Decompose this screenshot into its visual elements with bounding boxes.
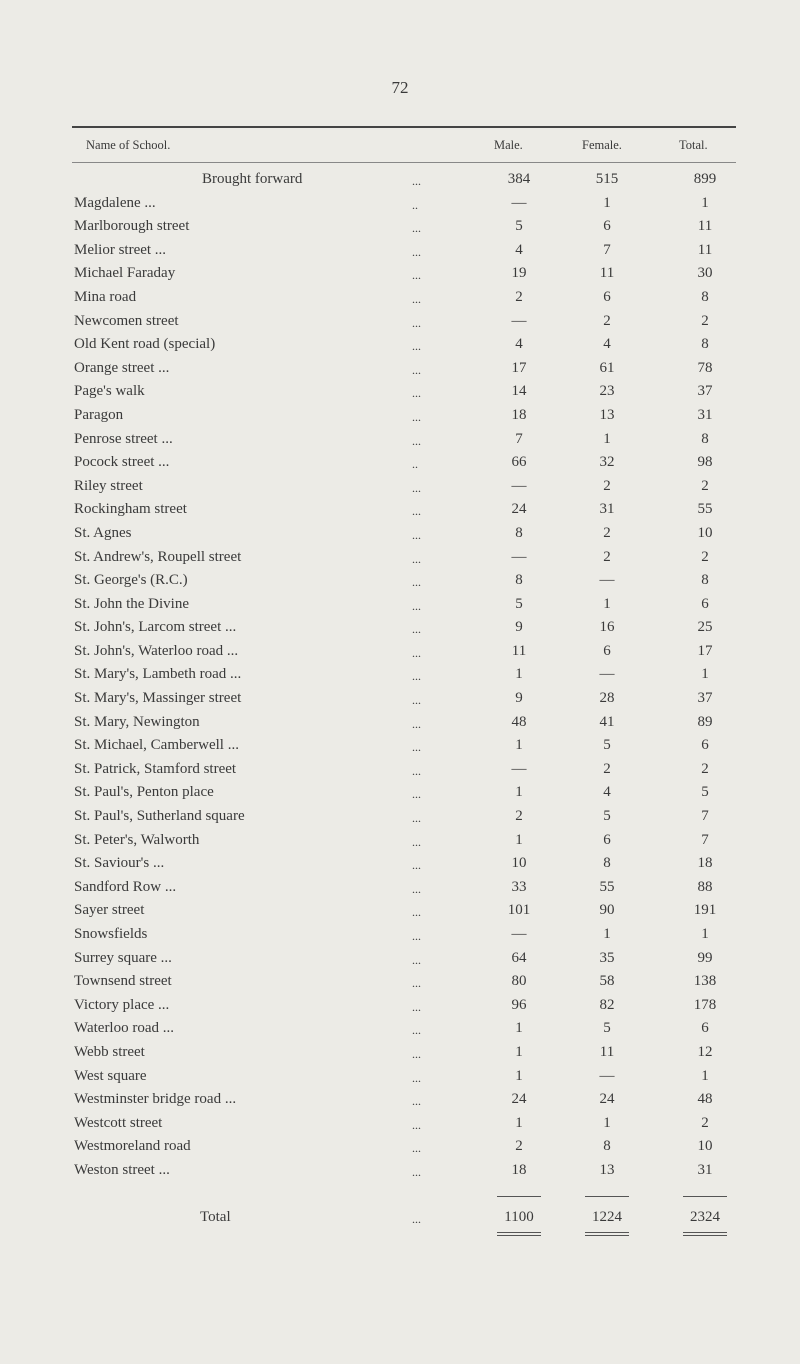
male-count: 66 <box>511 454 527 471</box>
school-name: Pocock street ... <box>74 454 170 471</box>
total-label: Total <box>200 1208 231 1225</box>
table-row <box>72 261 736 285</box>
school-name: Mina road <box>74 288 137 305</box>
female-count: 16 <box>599 619 615 636</box>
leader-dots: ... <box>412 645 421 660</box>
total-count: 7 <box>701 831 709 848</box>
table-row <box>72 521 736 545</box>
school-name: Sayer street <box>74 902 145 919</box>
leader-dots: ... <box>412 598 421 613</box>
male-count: 10 <box>511 855 527 872</box>
male-count: 18 <box>511 1161 527 1178</box>
table-row <box>72 592 736 616</box>
female-count: 2 <box>603 548 611 565</box>
leader-dots: ... <box>412 787 421 802</box>
table-row <box>72 710 736 734</box>
school-name: St. John's, Waterloo road ... <box>74 642 239 659</box>
school-name: St. John's, Larcom street ... <box>74 619 237 636</box>
double-rule-total <box>683 1232 727 1236</box>
female-count: 6 <box>603 218 611 235</box>
leader-dots: ... <box>412 386 421 401</box>
female-count: 58 <box>599 973 615 990</box>
leader-dots: ... <box>412 527 421 542</box>
leader-dots: ... <box>412 716 421 731</box>
female-count: — <box>599 1067 615 1084</box>
table-row <box>72 379 736 403</box>
school-name: St. Mary's, Massinger street <box>74 690 242 707</box>
leader-dots: ... <box>412 551 421 566</box>
male-count: 24 <box>511 1091 527 1108</box>
male-count: 4 <box>515 336 523 353</box>
male-count: — <box>511 760 527 777</box>
school-name: Orange street ... <box>74 359 170 376</box>
table-row <box>72 332 736 356</box>
total-female: 1224 <box>592 1208 622 1225</box>
table-row <box>72 1158 736 1182</box>
school-name: St. Mary, Newington <box>74 713 200 730</box>
leader-dots: ... <box>412 339 421 354</box>
school-name: St. Agnes <box>74 524 132 541</box>
male-count: 2 <box>515 1138 523 1155</box>
table-row <box>72 851 736 875</box>
table-row <box>72 214 736 238</box>
total-count: 2 <box>701 477 709 494</box>
total-count: 191 <box>693 902 717 919</box>
male-count: 14 <box>511 383 527 400</box>
male-count: 5 <box>515 595 523 612</box>
male-count: 1 <box>515 737 523 754</box>
double-rule-male <box>497 1232 541 1236</box>
female-count: 28 <box>599 690 615 707</box>
total-count: 7 <box>701 808 709 825</box>
total-count: 17 <box>697 642 713 659</box>
table-row <box>72 403 736 427</box>
female-count: 6 <box>603 831 611 848</box>
school-name: Penrose street ... <box>74 430 173 447</box>
leader-dots: .. <box>412 457 418 472</box>
sum-rule-male <box>497 1196 541 1197</box>
leader-dots: ... <box>412 999 421 1014</box>
female-count: 4 <box>603 784 611 801</box>
school-name: St. Saviour's ... <box>74 855 165 872</box>
school-name: Victory place ... <box>74 996 170 1013</box>
total-count: 78 <box>697 359 713 376</box>
total-count: 11 <box>697 218 713 235</box>
table-row <box>72 969 736 993</box>
female-count: 41 <box>599 713 615 730</box>
male-count: — <box>511 477 527 494</box>
male-count: — <box>511 312 527 329</box>
leader-dots: ... <box>412 174 421 188</box>
male-count: 8 <box>515 572 523 589</box>
total-male: 1100 <box>504 1208 534 1225</box>
table-row <box>72 545 736 569</box>
female-count: — <box>599 666 615 683</box>
leader-dots: ... <box>412 881 421 896</box>
leader-dots: ... <box>412 575 421 590</box>
school-name: Old Kent road (special) <box>74 336 216 353</box>
leader-dots: ... <box>412 622 421 637</box>
female-count: 11 <box>599 265 615 282</box>
leader-dots: ... <box>412 693 421 708</box>
school-name: Brought forward <box>202 171 303 187</box>
table-row <box>72 309 736 333</box>
leader-dots: ... <box>412 834 421 849</box>
total-count: 25 <box>697 619 713 636</box>
total-count: 2 <box>701 312 709 329</box>
male-count: 33 <box>511 878 527 895</box>
total-count: 899 <box>693 171 717 187</box>
total-count: 1 <box>701 194 709 211</box>
school-name: Webb street <box>74 1043 145 1060</box>
school-name: St. Paul's, Sutherland square <box>74 808 245 825</box>
table-row <box>72 898 736 922</box>
total-count: 99 <box>697 949 713 966</box>
leader-dots: .. <box>412 197 418 212</box>
leader-dots: ... <box>412 1023 421 1038</box>
male-count: 17 <box>511 359 527 376</box>
leader-dots: ... <box>412 858 421 873</box>
total-total: 2324 <box>690 1208 720 1225</box>
school-name: Westmoreland road <box>74 1138 191 1155</box>
table-row <box>72 497 736 521</box>
female-count: 8 <box>603 1138 611 1155</box>
double-rule-female <box>585 1232 629 1236</box>
female-count: 24 <box>599 1091 615 1108</box>
female-count: 1 <box>603 926 611 942</box>
school-name: Melior street ... <box>74 241 167 258</box>
total-count: 89 <box>697 713 713 730</box>
total-count: 1 <box>701 926 709 942</box>
leader-dots: ... <box>412 362 421 377</box>
school-name: Marlborough street <box>74 218 190 235</box>
school-name: Magdalene ... <box>74 194 156 211</box>
total-count: 18 <box>697 855 713 872</box>
female-count: 82 <box>599 996 615 1013</box>
leader-dots: ... <box>412 291 421 306</box>
male-count: 1 <box>515 831 523 848</box>
page-number: 72 <box>391 78 409 97</box>
table-header <box>72 128 736 163</box>
female-count: 23 <box>599 383 615 400</box>
leader-dots: ... <box>412 1164 421 1179</box>
leader-dots: ... <box>412 976 421 991</box>
school-name: Page's walk <box>74 383 145 400</box>
female-count: 35 <box>599 949 615 966</box>
total-count: 11 <box>697 241 713 258</box>
table-row <box>72 356 736 380</box>
total-count: 31 <box>697 1161 713 1178</box>
school-name: Sandford Row ... <box>74 878 177 895</box>
school-table <box>72 126 736 1240</box>
male-count: 7 <box>515 430 523 447</box>
header-name: Name of School. <box>86 138 171 152</box>
male-count: — <box>511 194 527 211</box>
female-count: 6 <box>603 642 611 659</box>
male-count: 24 <box>511 501 527 518</box>
total-count: 88 <box>697 878 713 895</box>
table-row <box>72 922 736 946</box>
male-count: 8 <box>515 524 523 541</box>
leader-dots: ... <box>412 504 421 519</box>
female-count: 4 <box>603 336 611 353</box>
header-female: Female. <box>582 138 622 152</box>
male-count: 1 <box>515 1114 523 1131</box>
total-count: 2 <box>701 548 709 565</box>
school-name: Waterloo road ... <box>74 1020 175 1037</box>
total-count: 178 <box>693 996 717 1013</box>
table-row <box>72 238 736 262</box>
table-row <box>72 639 736 663</box>
leader-dots: ... <box>412 669 421 684</box>
school-name: St. Patrick, Stamford street <box>74 760 237 777</box>
school-name: Weston street ... <box>74 1161 170 1178</box>
total-row <box>72 1182 736 1240</box>
total-count: 1 <box>701 1067 709 1084</box>
leader-dots: ... <box>412 952 421 967</box>
male-count: 80 <box>511 973 527 990</box>
table-row <box>72 1134 736 1158</box>
school-name: St. Mary's, Lambeth road ... <box>74 666 242 683</box>
sum-rule-female <box>585 1196 629 1197</box>
school-name: St. John the Divine <box>74 595 189 612</box>
table-row <box>72 568 736 592</box>
table-body <box>72 167 736 1182</box>
total-count: 6 <box>701 595 709 612</box>
school-name: St. Paul's, Penton place <box>74 784 214 801</box>
school-name: St. George's (R.C.) <box>74 572 188 589</box>
school-name: Westcott street <box>74 1114 163 1131</box>
leader-dots: ... <box>412 1070 421 1085</box>
female-count: 13 <box>599 406 615 423</box>
table-row <box>72 1087 736 1111</box>
male-count: — <box>511 926 527 942</box>
female-count: 1 <box>603 194 611 211</box>
school-name: Riley street <box>74 477 143 494</box>
school-name: St. Andrew's, Roupell street <box>74 548 242 565</box>
female-count: 61 <box>599 359 615 376</box>
female-count: 5 <box>603 1020 611 1037</box>
total-count: 12 <box>697 1043 713 1060</box>
female-count: 13 <box>599 1161 615 1178</box>
header-total: Total. <box>679 138 708 152</box>
male-count: 96 <box>511 996 527 1013</box>
female-count: — <box>599 572 615 589</box>
male-count: 64 <box>511 949 527 966</box>
female-count: 8 <box>603 855 611 872</box>
table-row <box>72 1016 736 1040</box>
leader-dots: ... <box>412 244 421 259</box>
total-count: 8 <box>701 430 709 447</box>
leader-dots: ... <box>412 929 421 943</box>
school-name: Paragon <box>74 406 124 423</box>
sum-rule-total <box>683 1196 727 1197</box>
leader-dots: ... <box>412 740 421 755</box>
school-name: Surrey square ... <box>74 949 172 966</box>
male-count: 9 <box>515 619 523 636</box>
school-name: Newcomen street <box>74 312 179 329</box>
total-count: 55 <box>697 501 713 518</box>
table-row <box>72 662 736 686</box>
total-count: 8 <box>701 288 709 305</box>
male-count: 19 <box>511 265 527 282</box>
male-count: 2 <box>515 808 523 825</box>
school-name: Westminster bridge road ... <box>74 1091 237 1108</box>
female-count: 90 <box>599 902 615 919</box>
table-row <box>72 757 736 781</box>
school-name: Snowsfields <box>74 926 148 942</box>
table-row <box>72 828 736 852</box>
leader-dots: ... <box>412 221 421 236</box>
school-name: Townsend street <box>74 973 172 990</box>
leader-dots: ... <box>412 1094 421 1109</box>
table-row <box>72 615 736 639</box>
total-count: 31 <box>697 406 713 423</box>
table-row <box>72 1111 736 1135</box>
total-count: 5 <box>701 784 709 801</box>
female-count: 515 <box>595 171 619 187</box>
female-count: 2 <box>603 312 611 329</box>
total-count: 2 <box>701 760 709 777</box>
leader-dots: ... <box>412 1046 421 1061</box>
school-name: St. Michael, Camberwell ... <box>74 737 239 754</box>
total-count: 1 <box>701 666 709 683</box>
female-count: 2 <box>603 760 611 777</box>
table-row <box>72 450 736 474</box>
leader-dots: ... <box>412 811 421 826</box>
table-row <box>72 733 736 757</box>
male-count: 11 <box>511 642 527 659</box>
leader-dots: ... <box>412 268 421 283</box>
female-count: 2 <box>603 524 611 541</box>
total-count: 8 <box>701 572 709 589</box>
school-name: West square <box>74 1067 147 1084</box>
female-count: 7 <box>603 241 611 258</box>
table-row <box>72 167 736 191</box>
male-count: 9 <box>515 690 523 707</box>
leader-dots: ... <box>412 480 421 495</box>
male-count: — <box>511 548 527 565</box>
female-count: 31 <box>599 501 615 518</box>
total-count: 6 <box>701 1020 709 1037</box>
table-row <box>72 780 736 804</box>
leader-dots: ... <box>412 315 421 330</box>
male-count: 5 <box>515 218 523 235</box>
table-row <box>72 427 736 451</box>
total-count: 37 <box>697 383 713 400</box>
leader-dots: ... <box>412 409 421 424</box>
table-row <box>72 191 736 215</box>
male-count: 2 <box>515 288 523 305</box>
school-name: Michael Faraday <box>74 265 176 282</box>
male-count: 1 <box>515 1067 523 1084</box>
female-count: 5 <box>603 737 611 754</box>
total-count: 30 <box>697 265 713 282</box>
table-row <box>72 686 736 710</box>
male-count: 1 <box>515 784 523 801</box>
total-count: 138 <box>693 973 717 990</box>
table-row <box>72 875 736 899</box>
male-count: 384 <box>507 171 531 187</box>
male-count: 1 <box>515 1043 523 1060</box>
male-count: 1 <box>515 1020 523 1037</box>
female-count: 2 <box>603 477 611 494</box>
total-count: 37 <box>697 690 713 707</box>
female-count: 1 <box>603 430 611 447</box>
total-count: 10 <box>697 1138 713 1155</box>
female-count: 1 <box>603 1114 611 1131</box>
female-count: 11 <box>599 1043 615 1060</box>
total-count: 8 <box>701 336 709 353</box>
table-row <box>72 1040 736 1064</box>
table-row <box>72 946 736 970</box>
total-count: 98 <box>697 454 713 471</box>
male-count: 4 <box>515 241 523 258</box>
school-name: St. Peter's, Walworth <box>74 831 200 848</box>
table-row <box>72 474 736 498</box>
leader-dots: ... <box>412 763 421 778</box>
table-row <box>72 1064 736 1088</box>
leader-dots: ... <box>412 1117 421 1132</box>
male-count: 1 <box>515 666 523 683</box>
total-count: 6 <box>701 737 709 754</box>
total-dots: ... <box>412 1211 421 1226</box>
table-row <box>72 804 736 828</box>
leader-dots: ... <box>412 433 421 448</box>
table-row <box>72 285 736 309</box>
school-name: Rockingham street <box>74 501 187 518</box>
female-count: 1 <box>603 595 611 612</box>
total-count: 10 <box>697 524 713 541</box>
female-count: 55 <box>599 878 615 895</box>
female-count: 32 <box>599 454 615 471</box>
male-count: 48 <box>511 713 527 730</box>
header-male: Male. <box>494 138 523 152</box>
female-count: 5 <box>603 808 611 825</box>
male-count: 101 <box>507 902 531 919</box>
male-count: 18 <box>511 406 527 423</box>
total-count: 2 <box>701 1114 709 1131</box>
total-count: 48 <box>697 1091 713 1108</box>
female-count: 6 <box>603 288 611 305</box>
table-row <box>72 993 736 1017</box>
leader-dots: ... <box>412 905 421 920</box>
leader-dots: ... <box>412 1141 421 1156</box>
